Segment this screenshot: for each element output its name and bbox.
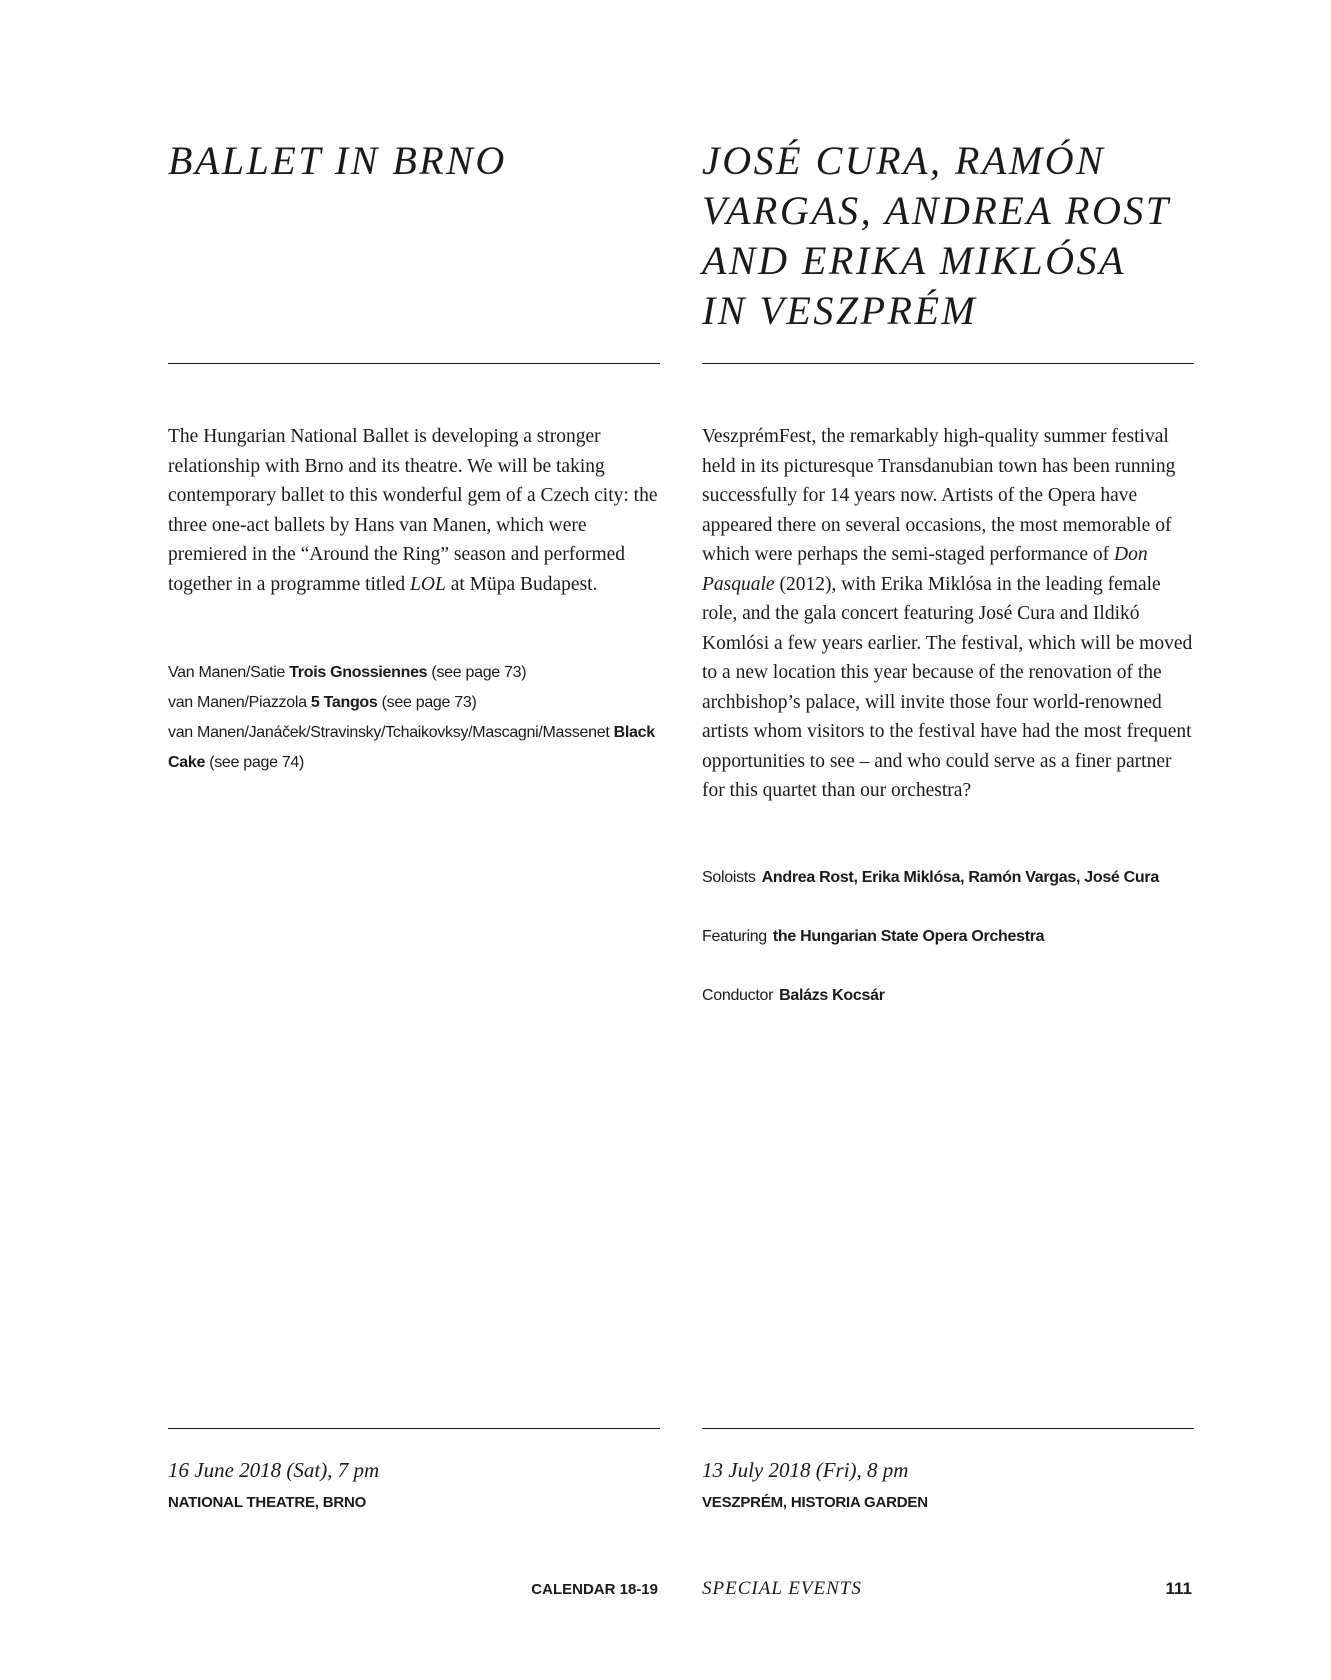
soloists-line xyxy=(702,869,1159,887)
credit-item xyxy=(168,718,660,778)
right-bottom-divider xyxy=(702,1428,1194,1429)
right-title xyxy=(702,136,1171,336)
footer-section-label: SPECIAL EVENTS xyxy=(702,1578,862,1599)
left-title: BALLET IN BRNO xyxy=(168,138,507,183)
credit-composer: van Manen/Janáček/Stravinsky/Tchaikovksy/Mascagni/Massenet xyxy=(168,724,614,741)
role-value: Andrea Rost, Erika Miklósa, Ramón Vargas, José Cura xyxy=(761,869,1159,886)
credit-page-ref: (see page 73) xyxy=(427,664,527,681)
credit-page-ref: (see page 74) xyxy=(205,754,305,771)
right-description xyxy=(702,422,1194,806)
left-description-text-1: The Hungarian National Ballet is developing a stronger relationship with Brno and its theatre. We will be taking contemporary ballet to this wonderful gem of a Czech city: the three one-act ballets by Hans van Manen, which were premiered in the “Around the Ring” season and performed together in a programme titled xyxy=(168,426,658,595)
credit-work: Black Cake xyxy=(168,724,655,771)
credit-work: Trois Gnossiennes xyxy=(289,664,428,681)
conductor-line xyxy=(702,987,885,1005)
left-credits-list xyxy=(168,658,660,778)
role-value: Balázs Kocsár xyxy=(779,987,885,1004)
right-title-line: JOSÉ CURA, RAMÓN xyxy=(702,138,1106,183)
right-description-text-2: (2012), with Erika Miklósa in the leading female role, and the gala concert featuring José Cura and Ildikó Komlósi a few years earlier. The festival, which will be moved to a new location this year because of the renovation of the archbishop’s palace, will invite those four world-renowned artists whom visitors to the festival have had the most frequent opportunities to see – and who could serve as a finer partner for this quartet than our orchestra? xyxy=(702,573,1193,801)
left-description xyxy=(168,422,660,599)
right-description-text-1: VeszprémFest, the remarkably high-quality summer festival held in its picturesque Transdanubian town has been running successfully for 14 years now. Artists of the Opera have appeared there on several occasions, the most memorable of which were perhaps the semi-staged performance of xyxy=(702,426,1176,565)
credit-composer: Van Manen/Satie xyxy=(168,664,290,681)
left-event-date: 16 June 2018 (Sat), 7 pm xyxy=(168,1458,380,1482)
role-label: Soloists xyxy=(702,869,756,886)
left-event-venue: NATIONAL THEATRE, BRNO xyxy=(168,1494,367,1511)
credit-item xyxy=(168,688,660,718)
credit-work: 5 Tangos xyxy=(310,694,378,711)
credit-page-ref: (see page 73) xyxy=(377,694,477,711)
credit-item xyxy=(168,658,660,688)
right-top-divider xyxy=(702,363,1194,364)
right-title-line: IN VESZPRÉM xyxy=(702,288,978,333)
right-description-title-don-pasquale: Don Pasquale xyxy=(702,544,1148,595)
role-value: the Hungarian State Opera Orchestra xyxy=(772,928,1045,945)
role-label: Conductor xyxy=(702,987,774,1004)
credit-composer: van Manen/Piazzola xyxy=(168,694,311,711)
right-event-date: 13 July 2018 (Fri), 8 pm xyxy=(702,1458,909,1482)
featuring-line xyxy=(702,928,1044,946)
left-top-divider xyxy=(168,363,660,364)
right-title-line: AND ERIKA MIKLÓSA xyxy=(702,238,1126,283)
page-number: 111 xyxy=(1165,1579,1192,1598)
left-description-title-lol: LOL xyxy=(410,573,446,595)
left-bottom-divider xyxy=(168,1428,660,1429)
right-event-venue: VESZPRÉM, HISTORIA GARDEN xyxy=(702,1494,928,1511)
role-label: Featuring xyxy=(702,928,767,945)
footer-calendar-label: CALENDAR 18-19 xyxy=(531,1581,658,1598)
left-description-text-2: at Müpa Budapest. xyxy=(445,573,598,595)
right-title-line: VARGAS, ANDREA ROST xyxy=(702,188,1171,233)
